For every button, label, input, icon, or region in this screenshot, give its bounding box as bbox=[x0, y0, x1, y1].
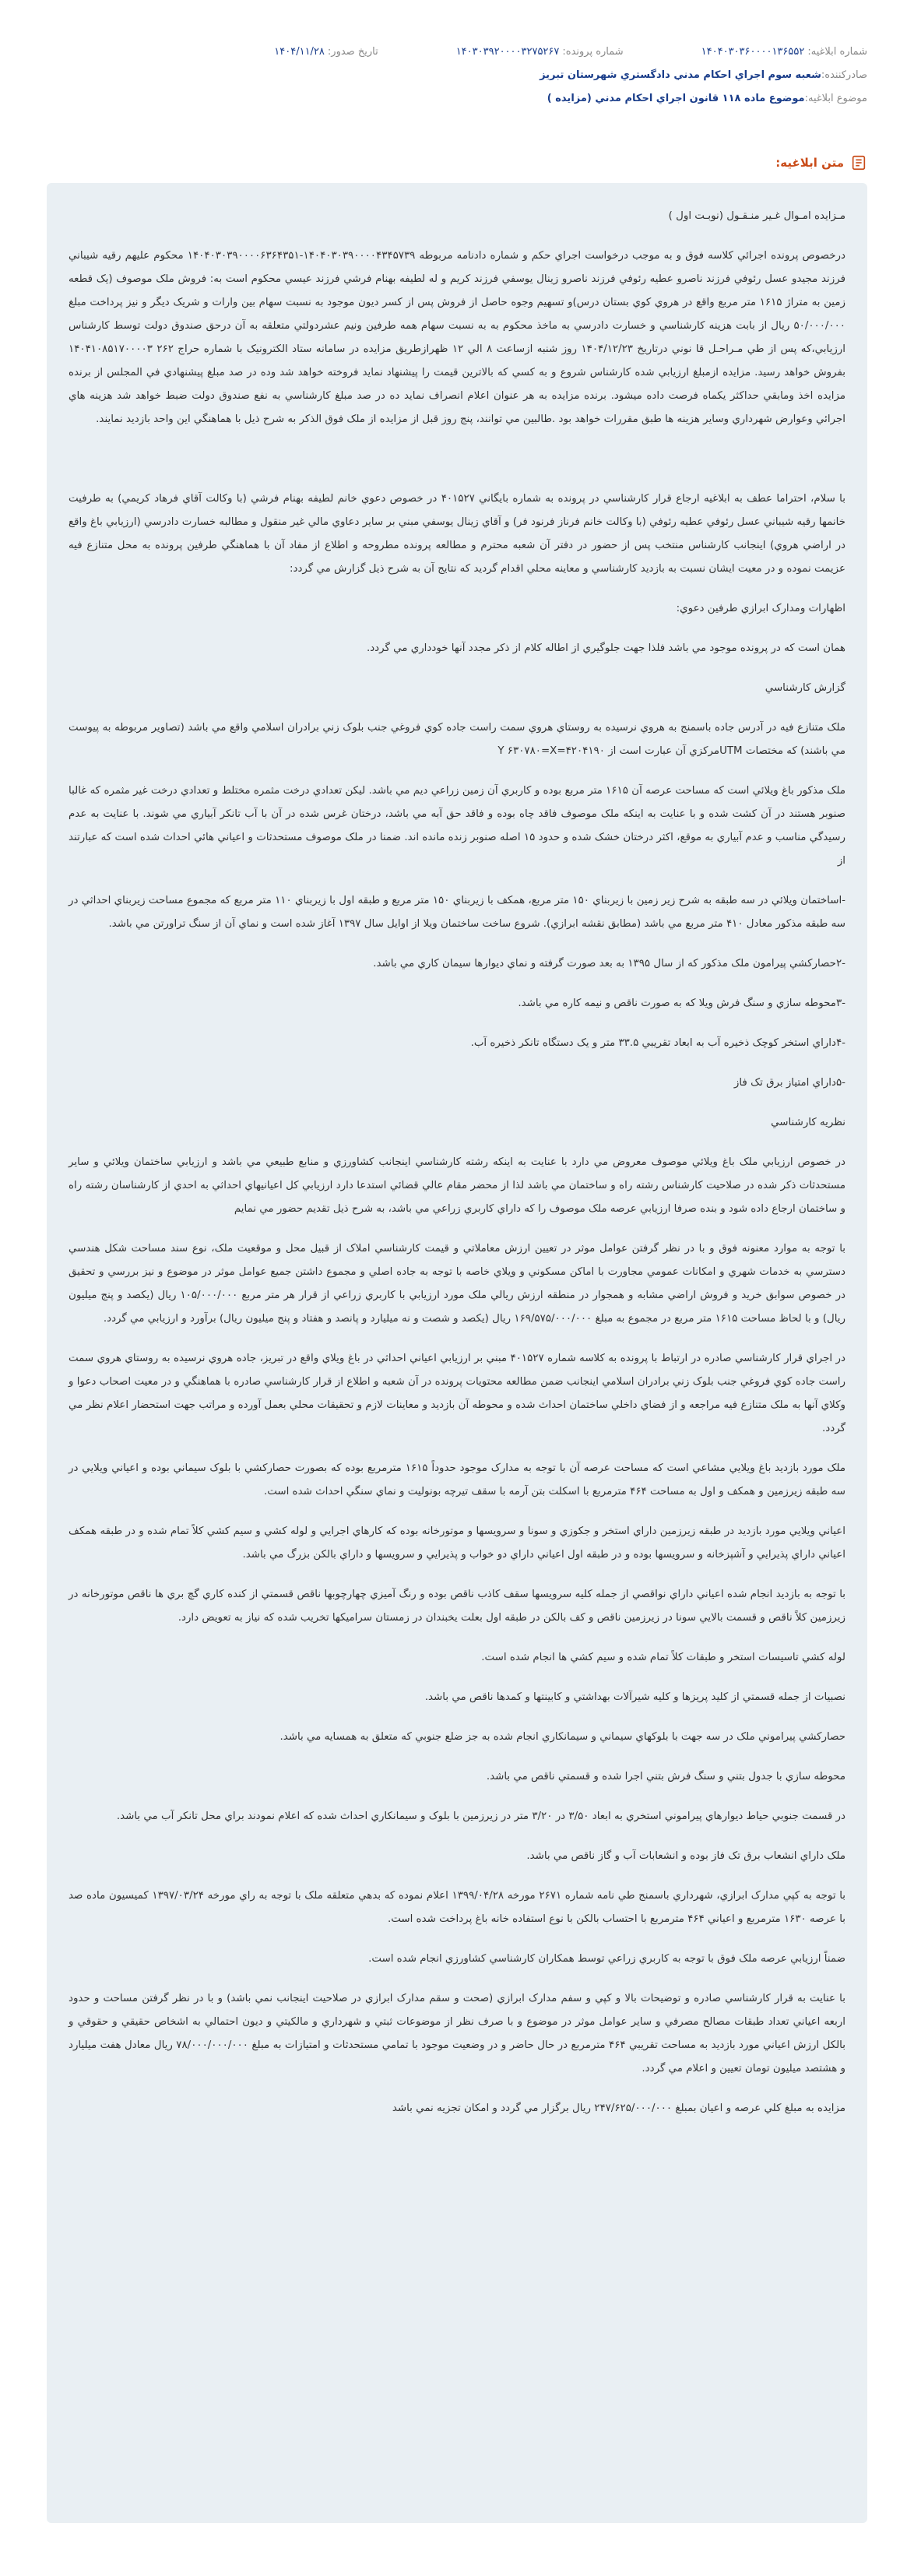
issue-date-label: تاريخ صدور: bbox=[327, 45, 378, 58]
notice-paragraph: -اساختمان ويلائي در سه طبقه به شرح زير زمين با زيربناي ۱۵۰ متر مربع، همکف با زيربناي ۱۵۰ متر مربع و طبقه اول با زيربناي ۱۱۰ متر مربع که مجموع مساحت زيربناي احداثي در سه طبقه مذکور معادل ۴۱۰ متر مربع مي باشد (مطابق نقشه ابرازي). شروع ساخت ساختمان ويلا از اوايل سال ۱۳۹۷ آغاز شده است و نماي آن از سنگ تراورتن مي باشد. bbox=[69, 895, 846, 930]
notice-number-label: شماره ابلاغيه: bbox=[807, 45, 867, 58]
notice-paragraph: محوطه سازي با جدول بتني و سنگ فرش بتني اجرا شده و قسمتي ناقص مي باشد. bbox=[486, 1771, 845, 1782]
notice-paragraph: نصبيات از جمله قسمتي از کليد پريزها و کليه شيرآلات بهداشتي و کابينتها و کمدها ناقص مي باشد. bbox=[424, 1691, 845, 1703]
notice-paragraph: با توجه به بازديد انجام شده اعياني داراي نواقصي از جمله کليه سرويسها سقف کاذب ناقص بوده و رنگ آميزي چهارچوبها ناقص قسمتي از کنده کاري گچ بري ها ناقص موتورخانه در زيرزمين کلاً ناقص و قسمت بالايي سونا در زيرزمين ناقص و کف بالکن در طبقه اول بعلت يخبندان در زمستان سراميکها تخريب شده که نياز به تعويض دارد. bbox=[69, 1589, 845, 1624]
case-number bbox=[456, 46, 624, 58]
notice-paragraph: با سلام، احتراما عطف به ابلاغيه ارجاع قرار کارشناسي در پرونده به شماره بايگاني ۴۰۱۵۲۷ در خصوص دعوي خانم لطيفه بهنام فرشي (با وکالت آقاي فرهاد کريمي) به طرفيت خانمها رقيه شيباني عسل رئوفي عطيه رئوفي (با وکالت خانم فرناز فرنود فر) و آقاي زينال يوسفي مبني بر ساير دعاوي مالي غير منقول و مطالبه خسارت دادرسي (ارزيابي باغ واقع در اراضي هروي) اينجانب کارشناس منتخب پس از حضور در دفتر آن شعبه محترم و مطالعه پرونده مطروحه و اطلاع از مفاد آن با هماهنگي طرفين پرونده به محل متنازع فيه عزيمت نموده و در معيت ايشان نسبت به بازديد کارشناسي و معاينه محلي اقدام گرديد که نتايج آن به شرح ذيل گزارش مي گردد: bbox=[69, 493, 845, 575]
notice-body bbox=[69, 205, 845, 2120]
notice-meta bbox=[0, 0, 914, 136]
notice-paragraph: -۲حصارکشي پيرامون ملک مذکور که از سال ۱۳۹۵ به بعد صورت گرفته و نماي ديوارها سيمان کاري مي باشد. bbox=[373, 958, 845, 970]
issue-date-value: ۱۴۰۴/۱۱/۲۸ bbox=[274, 45, 325, 58]
notice-paragraph: در اجراي قرار کارشناسي صادره در ارتباط با پرونده به کلاسه شماره ۴۰۱۵۲۷ مبني بر ارزيابي اعياني احداثي در باغ ويلاي واقع در تبريز، جاده هروي نرسيده به روستاي هروي سمت راست جاده کوي فروغي جنب بلوک زني برادران اسلامي اينجانب ضمن مطالعه محتويات پرونده در آن شعبه و اطلاع از قرار کارشناسي صادره با هماهنگي و در معيت اصحاب دعوا و وکلاي آنها به ملک متنازع فيه مراجعه و از فضاي داخلي ساختمان احداث شده و محوطه آن بازديد و معاينات لازم و تحقيقات محلي بعمل آورده و مراتب جهت استحضار اعلام نظر مي گردد. bbox=[69, 1353, 845, 1434]
notice-paragraph: -۴داراي استخر کوچک ذخيره آب به ابعاد تقريبي ۳۳.۵ متر و يک دستگاه تانکر ذخيره آب. bbox=[470, 1037, 845, 1049]
notice-paragraph: ملک متنازع فيه در آدرس جاده باسمنج به هروي نرسيده به روستاي هروي سمت راست جاده کوي فروغي جنب بلوک زني برادران اسلامي واقع مي باشد (تصاوير مربوطه به پيوست مي باشند) که مختصات UTMمرکزي آن عبارت است از ۴۲۰۴۱۹۰=Y ۶۳۰۷۸۰=X bbox=[69, 722, 845, 757]
notice-body-panel bbox=[47, 183, 867, 2523]
issuer-label: صادرکننده: bbox=[821, 69, 867, 81]
notice-paragraph: با عنايت به قرار کارشناسي صادره و توضيحات بالا و کپي و سفم مدارک ابرازي (صحت و سقم مدارک ابرازي در صلاحيت اينجانب نمي باشد) و با در نظر گرفتن مساحت و حدود اربعه اعياني تعداد طبقات مصالح مصرفي و ساير عوامل موثر در موضوع و با صرف نظر از موضوعات ثبتي و شهرداري و مالکيتي و ديون احتمالي به اشخاص حقيقي و حقوقي و بالکل ارزش اعياني مورد بازديد به مساحت تقريبي ۴۶۴ مترمربع در حال حاضر و در وضعيت موجود با تمامي مستحدثات و امتيازات به مبلغ ۷۸/۰۰۰/۰۰۰/۰۰۰ ريال معادل هفت ميليارد و هشتصد ميليون تومان تعيين و اعلام مي گردد. bbox=[69, 1993, 845, 2075]
notice-paragraph: همان است که در پرونده موجود مي باشد فلذا جهت جلوگيري از اطاله کلام از ذکر مجدد آنها خودداري مي گردد. bbox=[366, 642, 845, 654]
notice-paragraph: ملک داراي انشعاب برق تک فاز بوده و انشعابات آب و گاز ناقص مي باشد. bbox=[526, 1850, 845, 1862]
notice-paragraph: -۳محوطه سازي و سنگ فرش ويلا که به صورت ناقص و نيمه کاره مي باشد. bbox=[518, 998, 845, 1009]
notice-paragraph: نظريه کارشناسي bbox=[771, 1117, 845, 1128]
issuer-value: شعبه سوم اجراي احکام مدني دادگستري شهرستان تبريز bbox=[540, 69, 821, 81]
subject-row bbox=[47, 84, 867, 112]
notice-paragraph: ملک مورد بازديد باغ ويلايي مشاعي است که مساحت عرصه آن با توجه به مدارک موجود حدوداً ۱۶۱۵ مترمربع بوده که بصورت حصارکشي با بلوک سيماني بوده و اعياني ويلايي در سه طبقه زيرزمين و همکف و اول به مساحت ۴۶۴ مترمربع با اسکلت بتن آرمه با سقف تيرچه بونوليت و نماي سنگي احداث شده است. bbox=[69, 1462, 845, 1497]
notice-text-title: متن ابلاغيه: bbox=[775, 156, 844, 170]
notice-paragraph: حصارکشي پيراموني ملک در سه جهت با بلوکهاي سيماني و سيمانکاري انجام شده به جز ضلع جنوبي که متعلق به همسايه مي باشد. bbox=[279, 1731, 845, 1743]
notice-paragraph: با توجه به موارد معنونه فوق و با در نظر گرفتن عوامل موثر در تعيين ارزش معاملاتي و قيمت کارشناسي املاک از قبيل محل و موقعيت ملک، نوع سند مساحت شکل هندسي دسترسي به خدمات شهري و امکانات عمومي مجاورت با اماکن مسکوني و ويلاي خاصه با توجه به جاده اصلي و مجموع داشتن جميع عوامل موثر در موضوع و نيز بررسي و تحقيق در خصوص سوابق خريد و فروش اراضي مشابه و همجوار در منطقه ارزش ريالي ملک مورد ارزيابي با کاربري زراعي از قرار هر متر مربع ۱۰۵/۰۰۰/۰۰۰ ريال (يکصد و پنج ميليون ريال) و با لحاظ مساحت ۱۶۱۵ متر مربع در مجموع به مبلغ ۱۶۹/۵۷۵/۰۰۰/۰۰۰ ريال (يکصد و شصت و نه ميليارد و پانصد و هفتاد و پنج ميليون ريال) برآورد و ارزيابي مي گردد. bbox=[69, 1243, 846, 1325]
notice-paragraph: مزايده به مبلغ کلي عرصه و اعيان بمبلغ ۲۴۷/۶۲۵/۰۰۰/۰۰۰ ريال برگزار مي گردد و امکان تجزيه نمي باشد bbox=[392, 2103, 845, 2114]
notice-number bbox=[701, 46, 867, 58]
notice-paragraph bbox=[69, 448, 845, 471]
notice-paragraph: -۵داراي امتياز برق تک فاز bbox=[733, 1077, 845, 1089]
notice-paragraph: با توجه به کپي مدارک ابرازي، شهرداري باسمنج طي نامه شماره ۲۶۷۱ مورخه ۱۳۹۹/۰۴/۲۸ اعلام نموده که بدهي متعلقه ملک با توجه به راي مورخه ۱۳۹۷/۰۳/۲۴ کميسيون ماده صد با عرصه ۱۶۳۰ مترمربع و اعياني ۴۶۴ مترمربع با احتساب بالکن با نوع استفاده خانه باغ پرداخت شده است. bbox=[69, 1890, 846, 1925]
notice-paragraph: لوله کشي تاسيسات استخر و طبقات کلاً تمام شده و سيم کشي ها انجام شده است. bbox=[481, 1652, 845, 1663]
notice-number-value: ۱۴۰۴۰۳۰۳۶۰۰۰۰۱۳۶۵۵۲ bbox=[701, 45, 805, 58]
notice-paragraph: مـزايده امـوال غـير منـقـول (نوبـت اول ) bbox=[668, 210, 845, 222]
issue-date bbox=[274, 46, 378, 58]
notice-paragraph: در قسمت جنوبي حياط ديوارهاي پيراموني استخري به ابعاد ۳/۵۰ در ۳/۲۰ متر در زيرزمين با بلوک و سيمانکاري احداث شده که اعلام نمودند براي محل تانکر آب مي باشد. bbox=[116, 1811, 845, 1822]
notice-paragraph: اعياني ويلايي مورد بازديد در طبقه زيرزمين داراي استخر و جکوزي و سونا و سرويسها و موتورخانه بوده که کارهاي اجرايي و لوله کشي و سيم کشي کلاً تمام شده و در طبقه همکف اعياني داراي پذيرايي و آشپزخانه و سرويسها بوده و در طبقه اول اعياني داراي دو خواب و پذيرايي و سرويسها و داراي بالکن بزرگ مي باشد. bbox=[69, 1526, 845, 1561]
case-number-value: ۱۴۰۳۰۳۹۲۰۰۰۰۳۲۷۵۲۶۷ bbox=[455, 45, 560, 58]
notice-paragraph: اظهارات ومدارک ابرازي طرفين دعوي: bbox=[676, 603, 845, 614]
notice-paragraph: درخصوص پرونده اجرائي کلاسه فوق و به موجب درخواست اجراي حکم و شماره دادنامه مربوطه ۱۴۰۴۰۳۰۳۹۰۰۰۰۴۳۴۵۷۳۹-۱۴۰۴۰۳۰۳۹۰۰۰۰۶۳۶۴۳۵۱ محکوم عليهم رقيه شيباني فرزند مجيدو عسل رئوفي فرزند ناصرو عطيه رئوفي فرزند ناصرو زينال يوسفي فرزند کريم و له لطيفه بهنام فرشي فرزند عيسي محکوم است به: فروش ملک موصوف (يک قطعه زمين به متراژ ۱۶۱۵ متر مربع واقع در هروي کوي بستان درس)و تسهيم وجوه حاصل از فروش پس از کسر ديون موجود به نسبت سهام بين وارات و شريک ديگر و نيز پرداخت مبلغ ۵۰/۰۰۰/۰۰۰ ريال از بابت هزينه کارشناسي و خسارت دادرسي به ماخذ محکوم به به نسبت سهام همه طرفين ونيم عشردولتي متعلقه به آن درحق صندوق دولت توسط کارشناس ارزيابي،که پس از طي مـراحـل قا نوني درتاريخ ۱۴۰۴/۱۲/۲۳ روز شنبه ازساعت ۸ الي ۱۲ ظهرازطريق مزايده در سامانه ستاد الکترونيک با شماره حراج ۲۶۲ ۱۴۰۴۱۰۸۵۱۷۰۰۰۰۳ بفروش خواهد رسيد. مزايده ازمبلغ ارزيابي شده کارشناس شروع و به کسي که بالاترين قيمت را پيشنهاد نمايد فروخته خواهد شد وده در صد مبلغ پيشنهادي في المجلس از برنده مزايده اخذ ومابقي حداکثر يکماه فرصت داده ميشود. برنده مزايده به هر عنوان اعلام انصراف نمايد ده در صد مبلغ کارشناسي به نفع صندوق دولت ضبط خواهد شد هزينه هاي اجرائي وعوارض شهرداري وساير هزينه ها طبق مقررات خواهد بود .طالبين مي توانند، پنج روز قبل از مزايده از ملک فوق الذکر به شرح ذيل با هماهنگي اين واحد بازديد نمايند. bbox=[69, 250, 845, 425]
notice-paragraph: گزارش کارشناسي bbox=[765, 682, 845, 694]
subject-value: موضوع ماده ۱۱۸ قانون اجراي احکام مدني (مزايده ) bbox=[547, 92, 805, 104]
subject-label: موضوع ابلاغيه: bbox=[804, 92, 867, 104]
case-number-label: شماره پرونده: bbox=[562, 45, 624, 58]
notice-paragraph: ضمناً ارزيابي عرصه ملک فوق با توجه به کاربري زراعي توسط همکاران کارشناسي کشاورزي انجام شده است. bbox=[368, 1953, 845, 1965]
notice-paragraph: ملک مذکور باغ ويلائي است که مساحت عرصه آن ۱۶۱۵ متر مربع بوده و کاربري آن زمين زراعي ديم مي باشد. ليکن تعدادي درخت مثمره مختلط و تعدادي درخت غير مثمره که غالبا صنوبر هستند در آن کشت شده و با عنايت به اينکه ملک موصوف فاقد چاه بوده و فاقد حق آبه مي باشد، درختان غرس شده در آن با آب تانکر آبياري مي شوند. با عنايت به عدم رسيدگي مناسب و عدم آبياري به موقع، اکثر درختان خشک شده و حدود ۱۵ اصله صنوبر زنده مانده اند. ضمنا در ملک موصوف مستحدثات و اعياني هائي احداث شده است که عبارتند از bbox=[69, 785, 846, 867]
document-icon bbox=[850, 154, 867, 171]
notice-paragraph: در خصوص ارزيابي ملک باغ ويلائي موصوف معروض مي دارد با عنايت به اينکه رشته کارشناسي اينجانب کشاورزي و منابع طبيعي مي باشد و ارزيابي ساختمان ويلائي و ساير مستحدثات ذکر شده در صلاحيت کارشناس رشته راه و ساختمان مي باشد لذا از محضر مقام عالي قضائي استدعا دارد ارزيابي کل اعيانيهاي احداثي به احدي از کارشناسان رشته راه و ساختمان ارجاع داده شود و بنده صرفا ارزيابي عرصه ملک موصوف را که داراي کاربري زراعي مي باشد، به شرح ذيل تقديم حضور مي نمايم bbox=[69, 1156, 845, 1215]
notice-text-heading bbox=[775, 154, 867, 171]
